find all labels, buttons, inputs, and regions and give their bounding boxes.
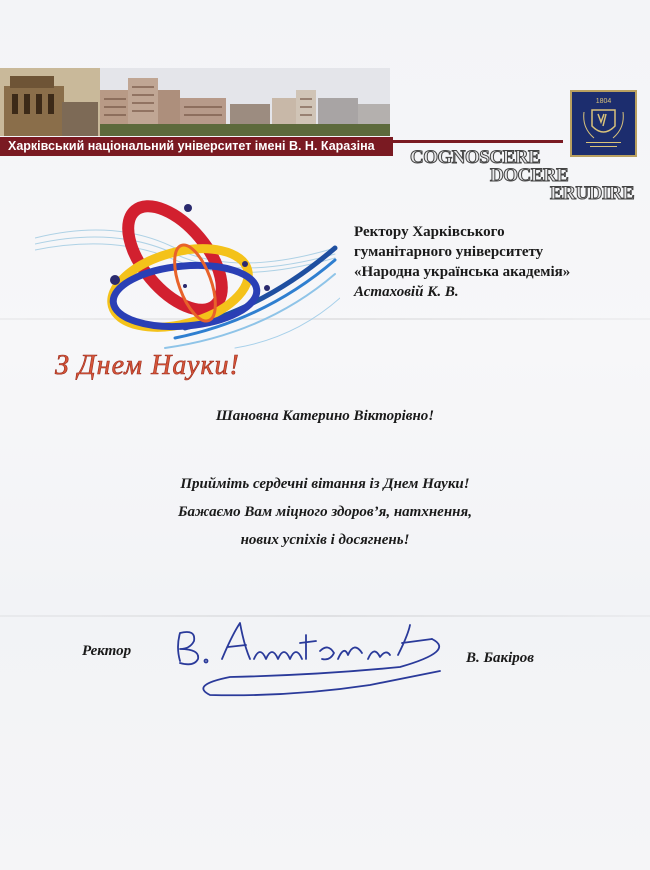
university-crest <box>570 90 637 157</box>
addressee-line: «Народна українська академія» <box>354 264 571 280</box>
motto-line: DOCERE <box>490 165 569 186</box>
addressee-block <box>354 222 570 302</box>
header-rule <box>393 140 563 143</box>
wish-line: Бажаємо Вам міцного здоров’я, натхнення, <box>178 504 472 520</box>
motto-line: COGNOSCERE <box>410 147 541 168</box>
signatory-name: В. Бакіров <box>466 650 535 666</box>
signatory-title: Ректор <box>82 643 132 659</box>
crest-icon <box>572 92 635 155</box>
wishes-block <box>0 470 650 554</box>
wish-line: Прийміть сердечні вітання із Днем Науки! <box>180 476 470 492</box>
addressee-line: гуманітарного університету <box>354 244 544 260</box>
motto-line: ERUDIRE <box>550 183 635 204</box>
header-photo <box>0 68 390 136</box>
university-name-banner: Харківський національний університет імені В. Н. Каразіна <box>0 137 393 156</box>
addressee-line: Ректору Харківського <box>354 224 505 240</box>
science-day-caption: З Днем Науки! <box>55 350 240 381</box>
addressee-name: Астаховій К. В. <box>354 284 459 300</box>
crest-year: 1804 <box>595 98 612 105</box>
handwritten-signature <box>170 615 460 710</box>
campus-buildings-image <box>0 68 390 136</box>
wish-line: нових успіхів і досягнень! <box>240 532 410 548</box>
salutation: Шановна Катерино Вікторівно! <box>215 408 435 424</box>
